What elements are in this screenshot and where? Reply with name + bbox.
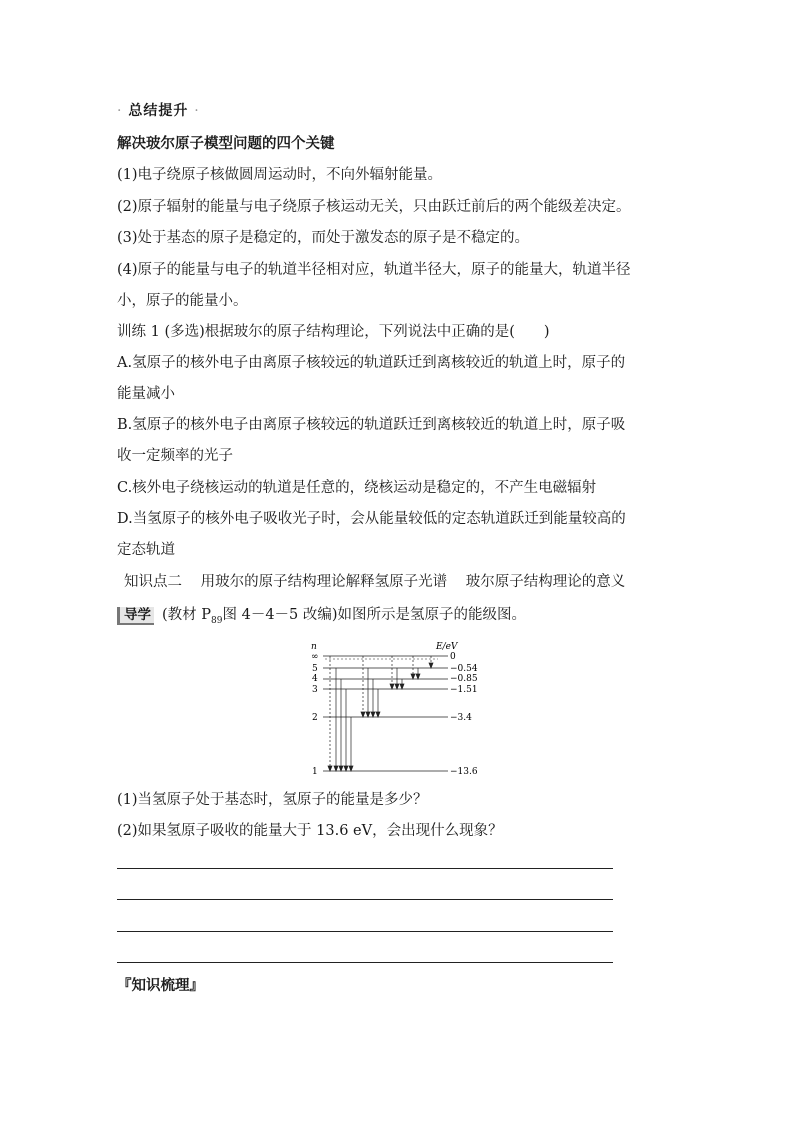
answer-line-2[interactable] bbox=[117, 899, 613, 900]
energy-level-diagram bbox=[308, 638, 488, 784]
guide-page-number: 89 bbox=[211, 615, 223, 626]
section-heading-summary bbox=[117, 100, 200, 120]
n-axis-label: n bbox=[311, 642, 317, 652]
e-label-1: −13.6 bbox=[450, 767, 478, 777]
summary-subtitle: 解决玻尔原子模型问题的四个关键 bbox=[117, 135, 335, 152]
question-2: (2)如果氢原子吸收的能量大于 13.6 eV，会出现什么现象？ bbox=[117, 823, 503, 839]
guide-line bbox=[117, 605, 684, 631]
pfund-transitions bbox=[429, 656, 433, 668]
n-label-3: 3 bbox=[312, 685, 318, 695]
guide-text-suffix: 图 4－4－5 改编)如图所示是氢原子的能级图。 bbox=[222, 607, 527, 623]
exercise-option-b-cont: 收一定频率的光子 bbox=[117, 448, 233, 464]
summary-point-2: (2)原子辐射的能量与电子绕原子核运动无关，只由跃迁前后的两个能级差决定。 bbox=[117, 199, 631, 215]
summary-point-4: (4)原子的能量与电子的轨道半径相对应，轨道半径大，原子的能量大，轨道半径 bbox=[117, 262, 631, 278]
exercise-option-a-cont: 能量减小 bbox=[117, 386, 175, 402]
exercise-option-b: B.氢原子的核外电子由离原子核较远的轨道跃迁到离核较近的轨道上时，原子吸 bbox=[117, 417, 626, 433]
n-label-4: 4 bbox=[312, 674, 318, 684]
kp-topic-1: 用玻尔的原子结构理论解释氢原子光谱 bbox=[200, 574, 448, 590]
e-label-3: −1.51 bbox=[450, 685, 478, 695]
heading-dot-right: · bbox=[194, 103, 200, 119]
answer-line-4[interactable] bbox=[117, 962, 613, 963]
exercise-stem: 训练 1 (多选)根据玻尔的原子结构理论，下列说法中正确的是( ) bbox=[117, 324, 550, 340]
knowledge-point-title bbox=[124, 570, 625, 591]
e-label-inf: 0 bbox=[450, 652, 456, 662]
exercise-option-c: C.核外电子绕核运动的轨道是任意的，绕核运动是稳定的，不产生电磁辐射 bbox=[117, 480, 597, 496]
guide-text-prefix: (教材 P bbox=[162, 607, 212, 623]
summary-point-4-cont: 小，原子的能量小。 bbox=[117, 293, 248, 309]
answer-line-3[interactable] bbox=[117, 931, 613, 932]
e-axis-label: E/eV bbox=[436, 642, 458, 652]
n-label-2: 2 bbox=[312, 713, 318, 723]
heading-dot-left: · bbox=[117, 103, 123, 119]
knowledge-sort-heading: 『知识梳理』 bbox=[117, 977, 204, 994]
lyman-transitions bbox=[328, 656, 353, 771]
guide-tag: 导学 bbox=[117, 607, 154, 625]
n-label-1: 1 bbox=[312, 767, 318, 777]
e-label-5: −0.54 bbox=[450, 664, 478, 674]
kp-topic-2: 玻尔原子结构理论的意义 bbox=[465, 574, 626, 590]
exercise-option-d-cont: 定态轨道 bbox=[117, 542, 175, 558]
e-label-2: −3.4 bbox=[450, 713, 472, 723]
exercise-option-a: A.氢原子的核外电子由离原子核较远的轨道跃迁到离核较近的轨道上时，原子的 bbox=[117, 355, 626, 371]
summary-title: 总结提升 bbox=[128, 103, 189, 119]
e-label-4: −0.85 bbox=[450, 674, 478, 684]
balmer-transitions bbox=[361, 656, 380, 717]
n-label-5: 5 bbox=[312, 664, 318, 674]
answer-line-1[interactable] bbox=[117, 868, 613, 869]
summary-point-3: (3)处于基态的原子是稳定的，而处于激发态的原子是不稳定的。 bbox=[117, 230, 530, 246]
n-label-inf: ∞ bbox=[311, 652, 319, 662]
exercise-option-d: D.当氢原子的核外电子吸收光子时，会从能量较低的定态轨道跃迁到能量较高的 bbox=[117, 511, 626, 527]
kp-label: 知识点二 bbox=[124, 574, 182, 590]
question-1: (1)当氢原子处于基态时，氢原子的能量是多少？ bbox=[117, 792, 428, 808]
summary-point-1: (1)电子绕原子核做圆周运动时，不向外辐射能量。 bbox=[117, 167, 443, 183]
brackett-transitions bbox=[411, 656, 420, 679]
paschen-transitions bbox=[390, 656, 404, 689]
